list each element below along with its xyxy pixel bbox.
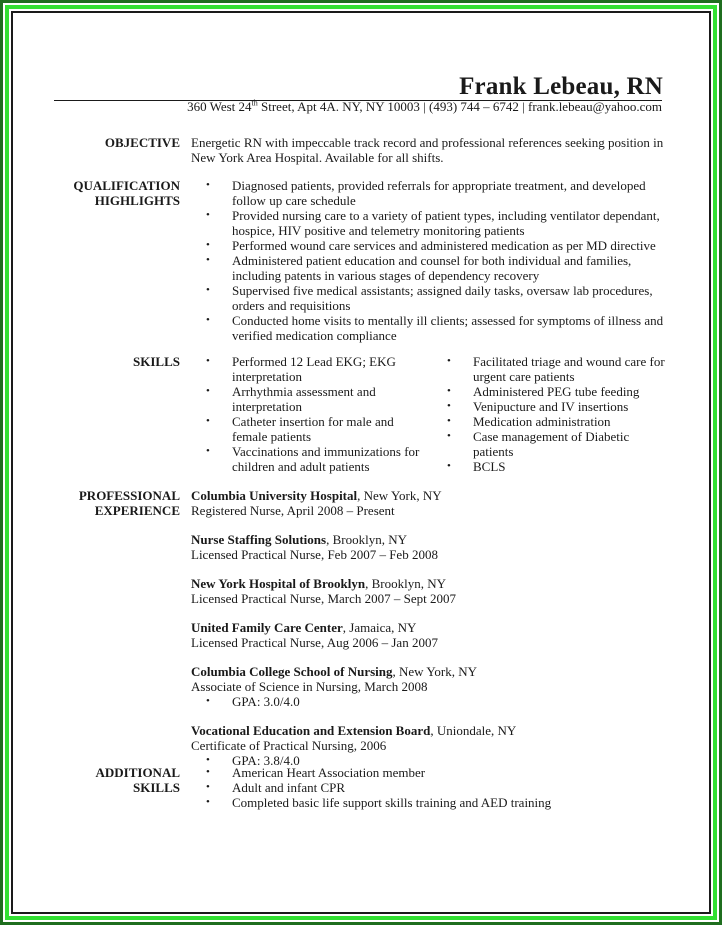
bullet-icon: •	[206, 796, 210, 808]
experience-org: Columbia University Hospital	[191, 488, 358, 503]
address-suffix: th	[251, 98, 258, 108]
experience-location: , New York, NY	[392, 664, 478, 679]
skill-item-line: Administered PEG tube feeding	[473, 384, 640, 399]
gpa-item	[191, 694, 516, 709]
qualifications-list	[206, 178, 664, 343]
skill-item-line: interpretation	[232, 399, 303, 414]
bullet-icon: •	[447, 415, 451, 427]
contact-line	[187, 99, 662, 115]
skill-item	[206, 354, 419, 384]
skill-item-line: urgent care patients	[473, 369, 575, 384]
skill-item-line: BCLS	[473, 459, 506, 474]
experience-heading-line	[191, 532, 516, 547]
skill-item	[447, 384, 665, 399]
bullet-icon: •	[447, 430, 451, 442]
qualifications-label-1: QUALIFICATION	[73, 178, 180, 193]
bullet-icon: •	[206, 179, 210, 191]
objective-line: Energetic RN with impeccable track record and professional references seeking position in	[191, 135, 664, 150]
resume-name: Frank Lebeau, RN	[459, 73, 663, 100]
skill-item-line: Performed 12 Lead EKG; EKG	[232, 354, 396, 369]
experience-heading-line	[191, 576, 516, 591]
experience-role: Registered Nurse, April 2008 – Present	[191, 503, 395, 518]
qualification-item-line: including patents in various stages of dependency recovery	[232, 268, 540, 283]
bullet-icon: •	[206, 209, 210, 221]
qualification-item	[206, 208, 663, 238]
bullet-icon: •	[206, 239, 210, 251]
skill-item	[206, 414, 419, 444]
skill-item	[447, 459, 665, 474]
skills-right-list	[447, 354, 665, 474]
skill-item-line: Arrhythmia assessment and	[232, 384, 376, 399]
experience-org: Vocational Education and Extension Board	[191, 723, 431, 738]
objective-text	[191, 135, 663, 165]
bullet-icon: •	[206, 284, 210, 296]
bullet-icon: •	[447, 400, 451, 412]
objective-line: New York Area Hospital. Available for all shifts.	[191, 150, 444, 165]
qualification-item-line: Provided nursing care to a variety of patient types, including ventilator dependant,	[232, 208, 660, 223]
additional-label-1: ADDITIONAL	[95, 765, 180, 780]
skill-item-line: Case management of Diabetic	[473, 429, 630, 444]
bullet-icon: •	[206, 781, 210, 793]
skills-label: SKILLS	[133, 354, 180, 369]
skill-item-line: female patients	[232, 429, 312, 444]
experience-entry	[191, 723, 516, 768]
skill-item	[447, 399, 665, 414]
address-start: 360 West 24	[187, 99, 252, 114]
experience-role: Associate of Science in Nursing, March 2008	[191, 679, 428, 694]
experience-org: Nurse Staffing Solutions	[191, 532, 327, 547]
skills-left-list	[206, 354, 420, 474]
bullet-icon: •	[447, 385, 451, 397]
experience-org: United Family Care Center	[191, 620, 343, 635]
additional-skill-text: Completed basic life support skills training and AED training	[232, 795, 552, 810]
experience-role: Licensed Practical Nurse, Aug 2006 – Jan 2007	[191, 635, 438, 650]
objective-heading	[105, 135, 180, 150]
bullet-icon: •	[206, 355, 210, 367]
qualification-item	[206, 283, 663, 313]
additional-skill-item	[206, 765, 551, 780]
skill-item-line: patients	[473, 444, 514, 459]
qualification-item-line: follow up care schedule	[232, 193, 356, 208]
objective-label: OBJECTIVE	[104, 135, 180, 150]
bullet-icon: •	[206, 254, 210, 266]
additional-label-2: SKILLS	[133, 780, 180, 795]
qualification-item-line: Conducted home visits to mentally ill clients; assessed for symptoms of illness and	[232, 313, 664, 328]
experience-entry	[191, 664, 516, 709]
skill-item-line: interpretation	[232, 369, 303, 384]
experience-heading-line	[191, 723, 516, 738]
qualification-item-line: Diagnosed patients, provided referrals for appropriate treatment, and developed	[232, 178, 646, 193]
experience-label-1: PROFESSIONAL	[78, 488, 180, 503]
experience-location: , Brooklyn, NY	[365, 576, 446, 591]
qualification-item	[206, 313, 664, 343]
experience-entry	[191, 576, 516, 606]
experience-heading-line	[191, 488, 516, 503]
qualification-item-line: Performed wound care services and administered medication as per MD directive	[232, 238, 656, 253]
experience-location: , New York, NY	[357, 488, 442, 503]
skill-item-line: Venipucture and IV insertions	[473, 399, 629, 414]
experience-location: , Uniondale, NY	[430, 723, 517, 738]
skill-item-line: Medication administration	[473, 414, 611, 429]
bullet-icon: •	[206, 754, 210, 766]
experience-location: , Brooklyn, NY	[326, 532, 407, 547]
experience-heading	[79, 488, 180, 518]
experience-org: Columbia College School of Nursing	[191, 664, 393, 679]
bullet-icon: •	[206, 445, 210, 457]
experience-label-2: EXPERIENCE	[94, 503, 180, 518]
skill-item-line: Catheter insertion for male and	[232, 414, 394, 429]
bullet-icon: •	[206, 314, 210, 326]
gpa-text: GPA: 3.0/4.0	[232, 694, 300, 709]
skill-item	[206, 444, 420, 474]
skill-item-line: children and adult patients	[232, 459, 370, 474]
experience-org: New York Hospital of Brooklyn	[191, 576, 366, 591]
experience-role: Licensed Practical Nurse, March 2007 – Sept 2007	[191, 591, 456, 606]
qualifications-label-2: HIGHLIGHTS	[94, 193, 180, 208]
bullet-icon: •	[206, 385, 210, 397]
bullet-icon: •	[447, 460, 451, 472]
experience-entry	[191, 532, 516, 562]
qualification-item-line: orders and requisitions	[232, 298, 351, 313]
address-rest: Street, Apt 4A. NY, NY 10003 | (493) 744 – 6742 | frank.lebeau@yahoo.com	[257, 99, 662, 114]
qualification-item	[206, 238, 663, 253]
experience-list	[191, 488, 516, 782]
bullet-icon: •	[206, 415, 210, 427]
qualification-item	[206, 253, 663, 283]
resume-page	[13, 13, 709, 912]
qualification-item-line: Supervised five medical assistants; assigned daily tasks, oversaw lab procedures,	[232, 283, 653, 298]
experience-heading-line	[191, 620, 516, 635]
additional-skill-item	[206, 780, 551, 795]
skill-item	[447, 429, 665, 459]
additional-skill-text: Adult and infant CPR	[232, 780, 346, 795]
experience-heading-line	[191, 664, 516, 679]
qualification-item-line: verified medication compliance	[232, 328, 397, 343]
experience-entry	[191, 488, 516, 518]
skills-heading	[133, 354, 180, 369]
experience-location: , Jamaica, NY	[342, 620, 417, 635]
qualification-item	[206, 178, 663, 208]
skill-item	[447, 414, 665, 429]
experience-role: Certificate of Practical Nursing, 2006	[191, 738, 387, 753]
skill-item-line: Vaccinations and immunizations for	[232, 444, 420, 459]
skill-item-line: Facilitated triage and wound care for	[473, 354, 665, 369]
qualification-item-line: Administered patient education and counsel for both individual and families,	[232, 253, 632, 268]
additional-skills-list	[206, 765, 552, 810]
additional-heading	[95, 765, 180, 795]
bullet-icon: •	[206, 695, 210, 707]
gpa-text: GPA: 3.8/4.0	[232, 753, 300, 768]
additional-skill-text: American Heart Association member	[232, 765, 426, 780]
qualification-item-line: hospice, HIV positive and telemetry monitoring patients	[232, 223, 525, 238]
skill-item	[447, 354, 665, 384]
experience-role: Licensed Practical Nurse, Feb 2007 – Feb 2008	[191, 547, 438, 562]
bullet-icon: •	[447, 355, 451, 367]
experience-entry	[191, 620, 516, 650]
skill-item	[206, 384, 419, 414]
bullet-icon: •	[206, 766, 210, 778]
qualifications-heading	[73, 178, 180, 208]
additional-skill-item	[206, 795, 552, 810]
